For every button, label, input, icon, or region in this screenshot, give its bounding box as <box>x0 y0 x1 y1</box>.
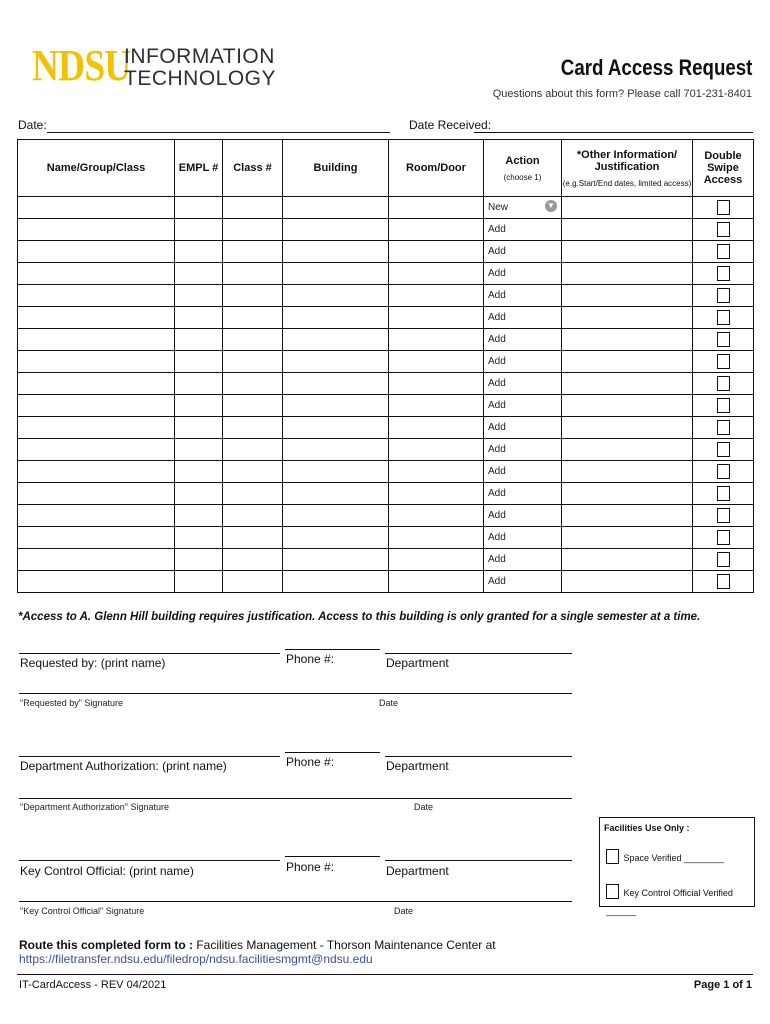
divider <box>285 649 380 650</box>
building-cell[interactable] <box>283 219 389 241</box>
table-row <box>18 197 754 219</box>
class-cell[interactable] <box>223 263 283 285</box>
name-cell[interactable] <box>18 285 175 307</box>
double-swipe-checkbox[interactable] <box>717 398 730 413</box>
action-select[interactable] <box>484 307 562 329</box>
action-value: Add <box>488 290 506 301</box>
table-row <box>18 549 754 571</box>
space-verified-checkbox[interactable] <box>606 849 619 864</box>
action-value: Add <box>488 268 506 279</box>
divider <box>19 756 280 757</box>
key-control-label: Key Control Official: (print name) <box>20 864 194 878</box>
double-swipe-cell <box>693 483 754 505</box>
double-swipe-checkbox[interactable] <box>717 486 730 501</box>
other-header-label: *Other Information/ Justification <box>576 148 678 173</box>
col-double-swipe-header: Double Swipe Access <box>693 140 754 197</box>
double-swipe-cell <box>693 417 754 439</box>
date-label: Date: <box>18 118 47 132</box>
action-value: Add <box>488 312 506 323</box>
route-url-link[interactable]: https://filetransfer.ndsu.edu/filedrop/ndsu.facilitiesmgmt@ndsu.edu <box>19 952 373 966</box>
action-value: Add <box>488 400 506 411</box>
class-cell[interactable] <box>223 219 283 241</box>
other-info-cell[interactable] <box>562 373 693 395</box>
empl-cell[interactable] <box>175 549 223 571</box>
name-cell[interactable] <box>18 549 175 571</box>
phone-label-1: Phone #: <box>286 652 335 666</box>
empl-cell[interactable] <box>175 285 223 307</box>
action-value: Add <box>488 224 506 235</box>
logo-line-2: TECHNOLOGY <box>124 67 277 90</box>
other-info-cell[interactable] <box>562 219 693 241</box>
building-cell[interactable] <box>283 241 389 263</box>
empl-cell[interactable] <box>175 527 223 549</box>
other-info-cell[interactable] <box>562 263 693 285</box>
building-cell[interactable] <box>283 263 389 285</box>
other-info-cell[interactable] <box>562 461 693 483</box>
dept-auth-signature-field[interactable] <box>19 798 572 799</box>
building-cell[interactable] <box>283 549 389 571</box>
room-cell[interactable] <box>389 527 484 549</box>
empl-cell[interactable] <box>175 417 223 439</box>
action-select[interactable] <box>484 395 562 417</box>
access-table <box>17 139 754 593</box>
room-cell[interactable] <box>389 263 484 285</box>
department-label-3: Department <box>386 864 449 878</box>
double-swipe-checkbox[interactable] <box>717 530 730 545</box>
empl-cell[interactable] <box>175 219 223 241</box>
form-subtitle: Questions about this form? Please call 701-231-8401 <box>492 88 752 100</box>
table-row <box>18 505 754 527</box>
action-select[interactable] <box>484 549 562 571</box>
room-cell[interactable] <box>389 395 484 417</box>
table-row <box>18 483 754 505</box>
table-row <box>18 439 754 461</box>
key-verified-label: Key Control Official Verified ______ <box>606 888 733 916</box>
col-class-header: Class # <box>223 140 283 197</box>
double-swipe-checkbox[interactable] <box>717 574 730 589</box>
action-select[interactable] <box>484 197 562 219</box>
double-swipe-checkbox[interactable] <box>717 508 730 523</box>
name-cell[interactable] <box>18 505 175 527</box>
empl-cell[interactable] <box>175 197 223 219</box>
double-swipe-checkbox[interactable] <box>717 464 730 479</box>
action-select[interactable] <box>484 417 562 439</box>
double-swipe-cell <box>693 505 754 527</box>
logo-line-1: INFORMATION <box>124 45 275 68</box>
double-swipe-checkbox[interactable] <box>717 552 730 567</box>
action-select[interactable] <box>484 483 562 505</box>
building-cell[interactable] <box>283 197 389 219</box>
double-swipe-cell <box>693 439 754 461</box>
double-swipe-checkbox[interactable] <box>717 420 730 435</box>
room-cell[interactable] <box>389 241 484 263</box>
double-swipe-checkbox[interactable] <box>717 244 730 259</box>
action-value: Add <box>488 246 506 257</box>
action-select[interactable] <box>484 241 562 263</box>
action-select[interactable] <box>484 285 562 307</box>
table-row <box>18 307 754 329</box>
other-info-cell[interactable] <box>562 439 693 461</box>
double-swipe-checkbox[interactable] <box>717 310 730 325</box>
name-cell[interactable] <box>18 373 175 395</box>
glenn-hill-note: *Access to A. Glenn Hill building requires justification. Access to this building is only granted for a single semester at a time. <box>18 611 701 623</box>
requested-signature-label: "Requested by" Signature <box>20 698 123 708</box>
class-cell[interactable] <box>223 417 283 439</box>
double-swipe-cell <box>693 219 754 241</box>
action-select[interactable] <box>484 351 562 373</box>
double-swipe-cell <box>693 197 754 219</box>
table-row <box>18 417 754 439</box>
date-received-label: Date Received: <box>409 118 492 132</box>
action-value: Add <box>488 422 506 433</box>
table-row <box>18 571 754 593</box>
action-header-label: Action <box>505 154 540 167</box>
room-cell[interactable] <box>389 439 484 461</box>
class-cell[interactable] <box>223 549 283 571</box>
key-control-signature-field[interactable] <box>19 901 572 902</box>
department-label-2: Department <box>386 759 449 773</box>
building-cell[interactable] <box>283 527 389 549</box>
building-cell[interactable] <box>283 329 389 351</box>
other-info-cell[interactable] <box>562 505 693 527</box>
double-swipe-checkbox[interactable] <box>717 442 730 457</box>
action-value: Add <box>488 466 506 477</box>
other-info-cell[interactable] <box>562 351 693 373</box>
double-swipe-cell <box>693 241 754 263</box>
empl-cell[interactable] <box>175 439 223 461</box>
double-swipe-checkbox[interactable] <box>717 288 730 303</box>
other-info-cell[interactable] <box>562 285 693 307</box>
double-swipe-checkbox[interactable] <box>717 200 730 215</box>
route-bold: Route this completed form to : <box>19 938 193 952</box>
table-row <box>18 461 754 483</box>
building-cell[interactable] <box>283 439 389 461</box>
action-value: Add <box>488 488 506 499</box>
divider <box>385 653 572 654</box>
double-swipe-cell <box>693 461 754 483</box>
table-row <box>18 351 754 373</box>
class-cell[interactable] <box>223 329 283 351</box>
name-cell[interactable] <box>18 241 175 263</box>
key-control-signature-label: "Key Control Official" Signature <box>20 906 145 916</box>
double-swipe-cell <box>693 571 754 593</box>
action-select[interactable] <box>484 263 562 285</box>
double-swipe-cell <box>693 351 754 373</box>
name-cell[interactable] <box>18 395 175 417</box>
class-cell[interactable] <box>223 395 283 417</box>
double-swipe-cell <box>693 263 754 285</box>
other-info-cell[interactable] <box>562 571 693 593</box>
name-cell[interactable] <box>18 483 175 505</box>
empl-cell[interactable] <box>175 329 223 351</box>
action-select[interactable] <box>484 329 562 351</box>
empl-cell[interactable] <box>175 571 223 593</box>
room-cell[interactable] <box>389 197 484 219</box>
action-header-sub: (choose 1) <box>503 172 542 182</box>
ndsu-logo-mark: NDSU <box>32 41 131 90</box>
name-cell[interactable] <box>18 527 175 549</box>
empl-cell[interactable] <box>175 505 223 527</box>
class-cell[interactable] <box>223 527 283 549</box>
building-cell[interactable] <box>283 373 389 395</box>
other-info-cell[interactable] <box>562 241 693 263</box>
room-cell[interactable] <box>389 417 484 439</box>
class-cell[interactable] <box>223 461 283 483</box>
name-cell[interactable] <box>18 329 175 351</box>
room-cell[interactable] <box>389 461 484 483</box>
name-cell[interactable] <box>18 417 175 439</box>
action-value: Add <box>488 356 506 367</box>
other-info-cell[interactable] <box>562 549 693 571</box>
route-text: Facilities Management - Thorson Maintenance Center at <box>193 938 496 952</box>
phone-label-2: Phone #: <box>286 755 335 769</box>
double-swipe-cell <box>693 329 754 351</box>
requested-signature-field[interactable] <box>19 693 572 694</box>
class-cell[interactable] <box>223 197 283 219</box>
name-cell[interactable] <box>18 461 175 483</box>
table-row <box>18 329 754 351</box>
double-swipe-cell <box>693 549 754 571</box>
revision-label: IT-CardAccess - REV 04/2021 <box>19 979 167 991</box>
action-select[interactable] <box>484 571 562 593</box>
key-verified-row <box>606 883 754 919</box>
table-row <box>18 263 754 285</box>
other-info-cell[interactable] <box>562 197 693 219</box>
page-number: Page 1 of 1 <box>693 979 752 991</box>
action-select[interactable] <box>484 527 562 549</box>
logo-wordmark <box>124 46 276 90</box>
building-cell[interactable] <box>283 285 389 307</box>
table-header-row <box>18 140 754 197</box>
action-value: Add <box>488 334 506 345</box>
col-empl-header: EMPL # <box>175 140 223 197</box>
room-cell[interactable] <box>389 285 484 307</box>
empl-cell[interactable] <box>175 241 223 263</box>
double-swipe-checkbox[interactable] <box>717 266 730 281</box>
divider <box>285 856 380 857</box>
divider <box>19 860 280 861</box>
empl-cell[interactable] <box>175 307 223 329</box>
form-title: Card Access Request <box>560 55 752 80</box>
room-cell[interactable] <box>389 571 484 593</box>
class-cell[interactable] <box>223 483 283 505</box>
divider <box>19 653 280 654</box>
other-info-cell[interactable] <box>562 395 693 417</box>
action-value: Add <box>488 576 506 587</box>
other-info-cell[interactable] <box>562 329 693 351</box>
col-action-header <box>484 140 562 197</box>
date-label-1: Date <box>379 698 399 708</box>
building-cell[interactable] <box>283 505 389 527</box>
chevron-down-icon[interactable]: ▼ <box>545 200 557 212</box>
building-cell[interactable] <box>283 417 389 439</box>
dept-auth-signature-label: "Department Authorization" Signature <box>20 802 169 812</box>
action-select[interactable] <box>484 439 562 461</box>
room-cell[interactable] <box>389 307 484 329</box>
building-cell[interactable] <box>283 483 389 505</box>
name-cell[interactable] <box>18 219 175 241</box>
building-cell[interactable] <box>283 307 389 329</box>
other-info-cell[interactable] <box>562 527 693 549</box>
facilities-title: Facilities Use Only : <box>604 823 690 833</box>
table-row <box>18 285 754 307</box>
double-swipe-cell <box>693 307 754 329</box>
date-received-field[interactable] <box>474 132 753 133</box>
table-row <box>18 241 754 263</box>
empl-cell[interactable] <box>175 461 223 483</box>
col-room-header: Room/Door <box>389 140 484 197</box>
double-swipe-cell <box>693 527 754 549</box>
footer-divider <box>17 974 753 975</box>
space-verified-label: Space Verified ________ <box>623 853 725 863</box>
room-cell[interactable] <box>389 351 484 373</box>
facilities-use-box <box>599 817 755 916</box>
class-cell[interactable] <box>223 241 283 263</box>
double-swipe-checkbox[interactable] <box>717 376 730 391</box>
table-row <box>18 373 754 395</box>
other-header-sub: (e.g.Start/End dates, limited access) <box>562 178 692 188</box>
divider <box>285 752 380 753</box>
name-cell[interactable] <box>18 571 175 593</box>
dept-auth-label: Department Authorization: (print name) <box>20 759 227 773</box>
building-cell[interactable] <box>283 351 389 373</box>
divider <box>385 860 572 861</box>
name-cell[interactable] <box>18 197 175 219</box>
double-swipe-cell <box>693 285 754 307</box>
class-cell[interactable] <box>223 439 283 461</box>
name-cell[interactable] <box>18 439 175 461</box>
building-cell[interactable] <box>283 461 389 483</box>
double-swipe-checkbox[interactable] <box>717 354 730 369</box>
name-cell[interactable] <box>18 307 175 329</box>
col-name-header: Name/Group/Class <box>18 140 175 197</box>
name-cell[interactable] <box>18 263 175 285</box>
date-label-3: Date <box>394 906 414 916</box>
room-cell[interactable] <box>389 329 484 351</box>
other-info-cell[interactable] <box>562 307 693 329</box>
requested-by-label: Requested by: (print name) <box>20 656 166 670</box>
col-other-header <box>562 140 693 197</box>
double-swipe-checkbox[interactable] <box>717 332 730 347</box>
class-cell[interactable] <box>223 351 283 373</box>
other-info-cell[interactable] <box>562 483 693 505</box>
action-value: Add <box>488 378 506 389</box>
action-value: Add <box>488 532 506 543</box>
double-swipe-cell <box>693 395 754 417</box>
class-cell[interactable] <box>223 373 283 395</box>
room-cell[interactable] <box>389 505 484 527</box>
key-verified-checkbox[interactable] <box>606 884 619 899</box>
action-value: Add <box>488 554 506 565</box>
class-cell[interactable] <box>223 571 283 593</box>
phone-label-3: Phone #: <box>286 860 335 874</box>
action-select[interactable] <box>484 373 562 395</box>
action-select[interactable] <box>484 461 562 483</box>
empl-cell[interactable] <box>175 373 223 395</box>
table-row <box>18 219 754 241</box>
action-value: Add <box>488 444 506 455</box>
department-label-1: Department <box>386 656 449 670</box>
class-cell[interactable] <box>223 505 283 527</box>
empl-cell[interactable] <box>175 263 223 285</box>
room-cell[interactable] <box>389 373 484 395</box>
col-building-header: Building <box>283 140 389 197</box>
action-value: Add <box>488 510 506 521</box>
double-swipe-checkbox[interactable] <box>717 222 730 237</box>
table-row <box>18 395 754 417</box>
empl-cell[interactable] <box>175 395 223 417</box>
action-value: New <box>488 202 509 213</box>
date-label-2: Date <box>414 802 434 812</box>
action-select[interactable] <box>484 505 562 527</box>
empl-cell[interactable] <box>175 351 223 373</box>
action-select[interactable] <box>484 219 562 241</box>
table-row <box>18 527 754 549</box>
building-cell[interactable] <box>283 571 389 593</box>
room-cell[interactable] <box>389 549 484 571</box>
other-info-cell[interactable] <box>562 417 693 439</box>
route-instruction <box>19 938 770 966</box>
class-cell[interactable] <box>223 307 283 329</box>
room-cell[interactable] <box>389 219 484 241</box>
divider <box>385 756 572 757</box>
room-cell[interactable] <box>389 483 484 505</box>
space-verified-row <box>606 848 724 866</box>
building-cell[interactable] <box>283 395 389 417</box>
name-cell[interactable] <box>18 351 175 373</box>
double-swipe-cell <box>693 373 754 395</box>
class-cell[interactable] <box>223 285 283 307</box>
empl-cell[interactable] <box>175 483 223 505</box>
date-field[interactable] <box>47 132 390 133</box>
